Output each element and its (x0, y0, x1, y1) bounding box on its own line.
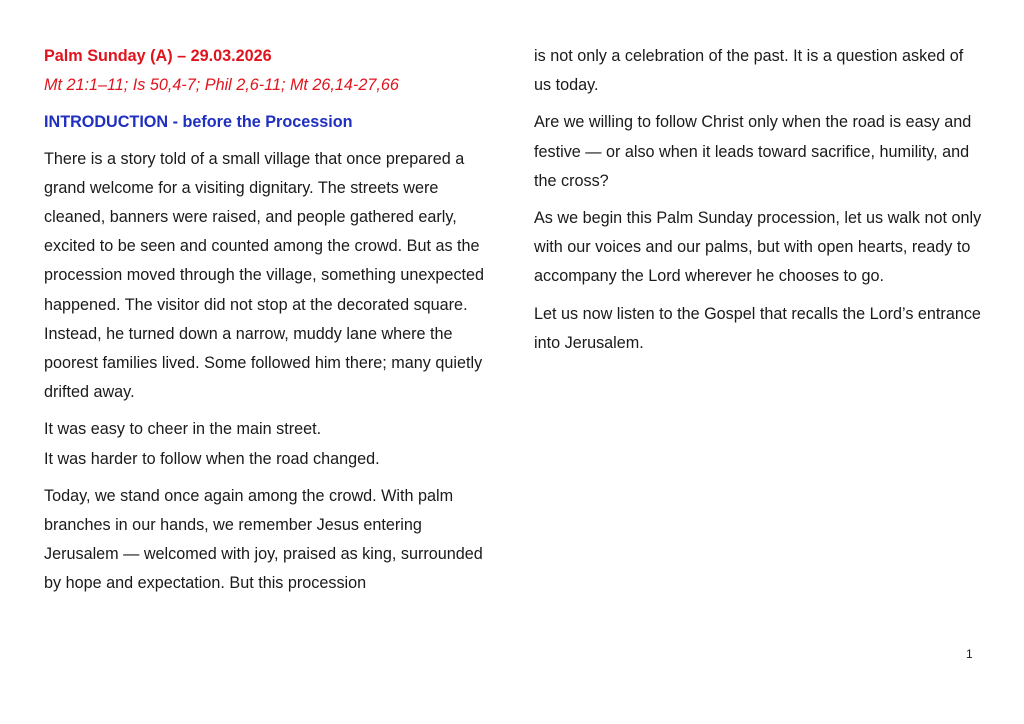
line-harder-to-follow: It was harder to follow when the road changed. (44, 449, 380, 468)
paragraph-story: There is a story told of a small village that once prepared a grand welcome for a visiting dignitary. The streets were cleaned, banners were raised, and people gathered early, excited to be seen and counted among the crowd. But as the procession moved through the village, something unexpected happened. The visitor did not stop at the decorated square. Instead, he turned down a narrow, muddy lane where the poorest families lived. Some followed him there; many quietly drifted away. (44, 149, 485, 402)
paragraph-procession: As we begin this Palm Sunday procession, let us walk not only with our voices and our palms, but with open hearts, ready to accompany the Lord wherever he chooses to go. (534, 209, 982, 286)
scripture-references: Mt 21:1–11; Is 50,4-7; Phil 2,6-11; Mt 26,14-27,66 (44, 76, 399, 95)
line-easy-to-cheer: It was easy to cheer in the main street. (44, 420, 322, 439)
page-number: 1 (966, 647, 973, 661)
paragraph-gospel: Let us now listen to the Gospel that recalls the Lord’s entrance into Jerusalem. (534, 304, 981, 352)
section-heading: INTRODUCTION - before the Procession (44, 113, 353, 132)
paragraph-contrast (44, 415, 494, 473)
paragraph-question: Are we willing to follow Christ only when the road is easy and festive — or also when it leads toward sacrifice, humility, and the cross? (534, 113, 972, 190)
left-column (44, 42, 494, 607)
paragraph-today: Today, we stand once again among the crowd. With palm branches in our hands, we remember Jesus entering Jerusalem — welcomed with joy, praised as king, surrounded by hope and expectation. But this procession (44, 486, 483, 593)
paragraph-continuation: is not only a celebration of the past. It is a question asked of us today. (534, 47, 964, 95)
document-title: Palm Sunday (A) – 29.03.2026 (44, 47, 272, 65)
right-column (534, 42, 984, 366)
